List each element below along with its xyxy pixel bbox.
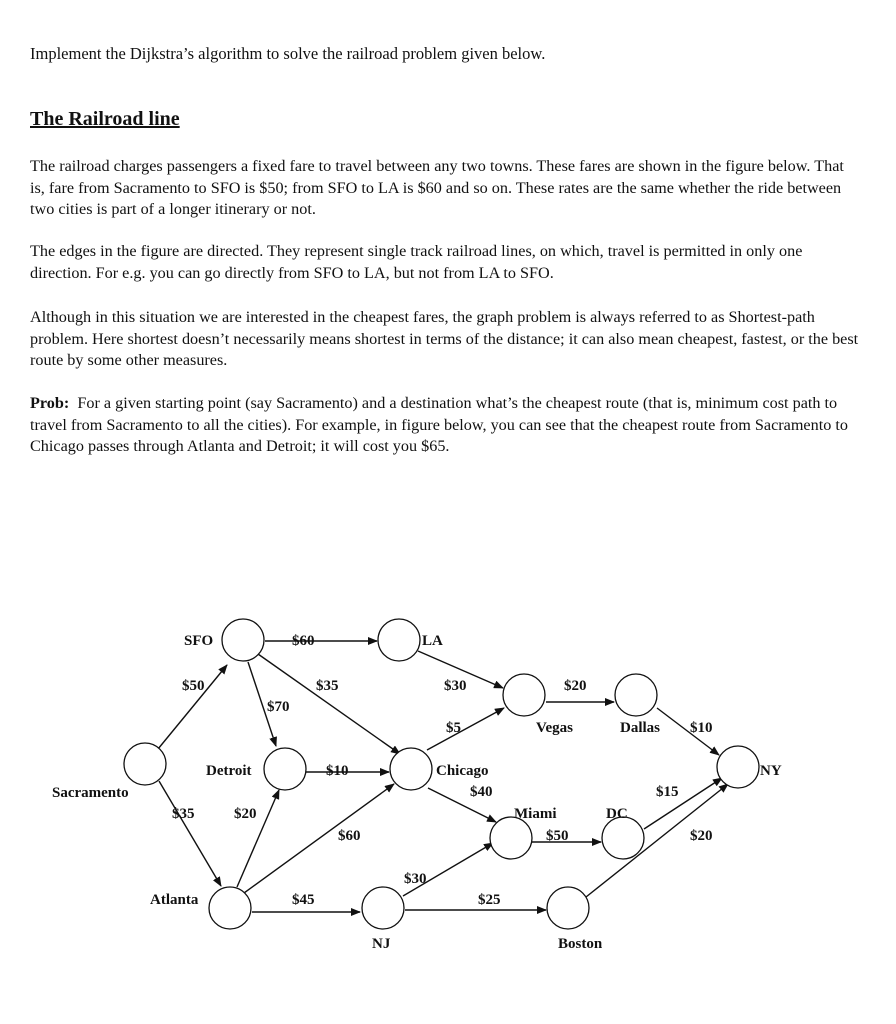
node-boston — [547, 887, 589, 929]
label-nj: NJ — [372, 936, 391, 952]
label-atlanta: Atlanta — [150, 892, 199, 908]
cost-atlanta-detroit: $20 — [234, 806, 257, 822]
cost-boston-ny: $20 — [690, 828, 713, 844]
node-dallas — [615, 674, 657, 716]
cost-chicago-vegas: $5 — [446, 720, 461, 736]
node-detroit — [264, 748, 306, 790]
node-la — [378, 619, 420, 661]
cost-sacramento-atlanta: $35 — [172, 806, 195, 822]
node-ny — [717, 746, 759, 788]
label-boston: Boston — [558, 936, 603, 952]
node-miami — [490, 817, 532, 859]
paragraph-fares: The railroad charges passengers a fixed fare to travel between any two towns. These fares are shown in the figure below. That is, fare from Sacramento to SFO is $50; from SFO to LA is $60 and so on. These rates are the same whether the ride between two cities is part of a longer itinerary or not. — [30, 157, 844, 218]
cost-chicago-miami: $40 — [470, 784, 493, 800]
label-sacramento: Sacramento — [52, 785, 129, 801]
label-chicago: Chicago — [436, 763, 489, 779]
cost-atlanta-nj: $45 — [292, 892, 315, 908]
cost-detroit-chicago: $10 — [326, 763, 349, 779]
edge-sacramento-atlanta — [159, 781, 221, 886]
node-nj — [362, 887, 404, 929]
cost-dallas-ny: $10 — [690, 720, 713, 736]
problem-label: Prob: — [30, 394, 70, 412]
label-ny: NY — [760, 763, 782, 779]
cost-nj-boston: $25 — [478, 892, 501, 908]
paragraph-shortest-path: Although in this situation we are interested in the cheapest fares, the graph problem is always referred to as Shortest-path problem. Here shortest doesn’t necessarily means shortest in terms of the distance; it can also mean cheapest, fastest, or the best route by some other measures. — [30, 308, 859, 369]
node-vegas — [503, 674, 545, 716]
cost-nj-miami: $30 — [404, 871, 427, 887]
label-sfo: SFO — [184, 633, 214, 649]
node-atlanta — [209, 887, 251, 929]
node-chicago — [390, 748, 432, 790]
label-miami: Miami — [514, 806, 557, 822]
section-heading: The Railroad line — [30, 108, 180, 130]
problem-text: For a given starting point (say Sacramento) and a destination what’s the cheapest route (that is, minimum cost path to travel from Sacramento to all the cities). For example, in figure below, you can see that the cheapest route from Sacramento to Chicago passes through Atlanta and Detroit; it will cost you $65. — [30, 394, 848, 455]
label-la: LA — [422, 633, 443, 649]
node-dc — [602, 817, 644, 859]
node-sfo — [222, 619, 264, 661]
edge-chicago-vegas — [427, 708, 504, 750]
cost-sacramento-sfo: $50 — [182, 678, 205, 694]
label-detroit: Detroit — [206, 763, 252, 779]
cost-miami-dc: $50 — [546, 828, 569, 844]
cost-dc-ny: $15 — [656, 784, 679, 800]
cost-sfo-la: $60 — [292, 633, 315, 649]
cost-la-vegas: $30 — [444, 678, 467, 694]
cost-sfo-chicago: $35 — [316, 678, 339, 694]
label-dallas: Dallas — [620, 720, 661, 736]
cost-sfo-detroit: $70 — [267, 699, 290, 715]
cost-vegas-dallas: $20 — [564, 678, 587, 694]
label-dc: DC — [606, 806, 628, 822]
paragraph-directed-edges: The edges in the figure are directed. They represent single track railroad lines, on which, travel is permitted in only one direction. For e.g. you can go directly from SFO to LA, but not from LA to SFO. — [30, 242, 803, 282]
edge-atlanta-chicago — [244, 784, 394, 893]
cost-atlanta-chicago: $60 — [338, 828, 361, 844]
intro-sentence: Implement the Dijkstra’s algorithm to solve the railroad problem given below. — [30, 44, 546, 63]
edge-nj-miami — [403, 843, 493, 896]
node-sacramento — [124, 743, 166, 785]
label-vegas: Vegas — [536, 720, 573, 736]
